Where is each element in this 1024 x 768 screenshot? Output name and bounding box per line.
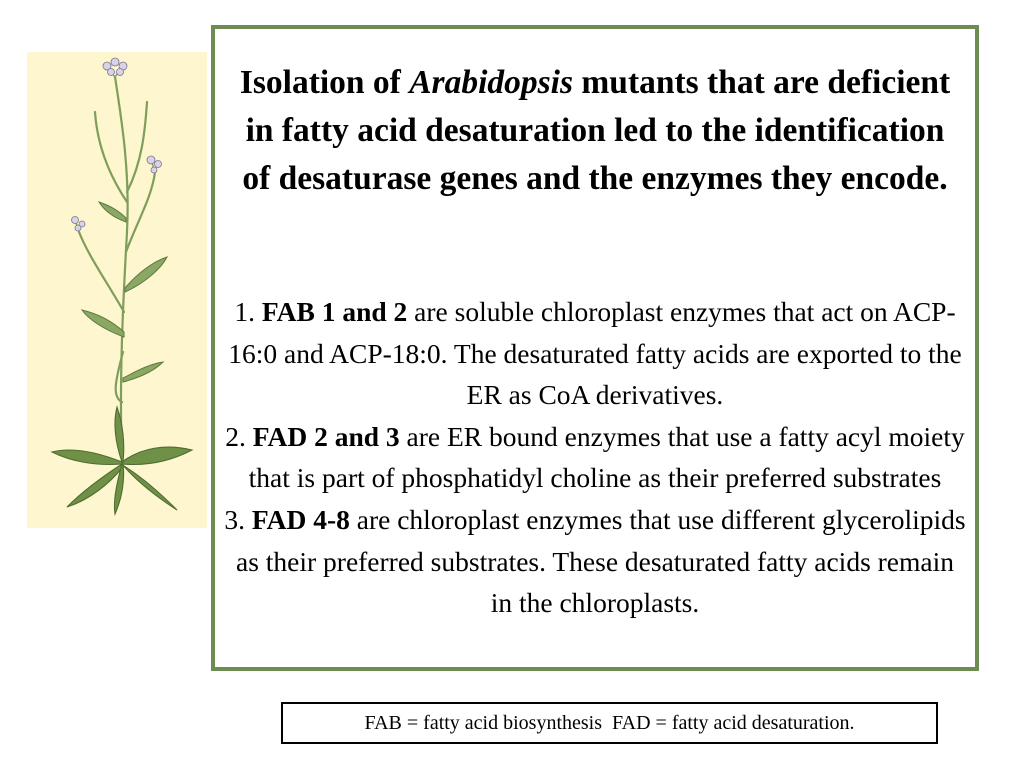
arabidopsis-illustration <box>27 52 207 528</box>
point-item <box>223 291 967 416</box>
point-text: are ER bound enzymes that use a fatty acyl moiety that is part of phosphatidyl choline as their preferred substrates <box>248 420 965 494</box>
point-term: FAD 4-8 <box>251 503 350 535</box>
points-list <box>223 291 967 624</box>
point-item <box>223 499 967 624</box>
point-number: 1. <box>234 296 262 327</box>
point-term: FAB 1 and 2 <box>261 296 408 327</box>
content-box <box>211 25 979 671</box>
point-number: 3. <box>224 503 252 535</box>
title-suffix: mutants that are deficient in fatty acid desaturation led to the identification of desaturase genes and the enzymes they encode. <box>242 64 951 197</box>
title-prefix: Isolation of <box>239 64 410 101</box>
plant-drawing <box>27 52 207 528</box>
abbreviation-footnote: FAB = fatty acid biosynthesis FAD = fatty acid desaturation. <box>281 702 938 744</box>
point-text: are chloroplast enzymes that use different glycerolipids as their preferred substrates. These desaturated fatty acids remain in the chloroplasts. <box>235 503 966 619</box>
title-italic: Arabidopsis <box>409 64 574 101</box>
slide-title <box>235 59 955 203</box>
point-text: are soluble chloroplast enzymes that act on ACP-16:0 and ACP-18:0. The desaturated fatty acids are exported to the ER as CoA derivatives. <box>228 296 962 411</box>
point-number: 2. <box>225 420 253 452</box>
point-item <box>223 416 967 499</box>
point-term: FAD 2 and 3 <box>252 420 400 452</box>
